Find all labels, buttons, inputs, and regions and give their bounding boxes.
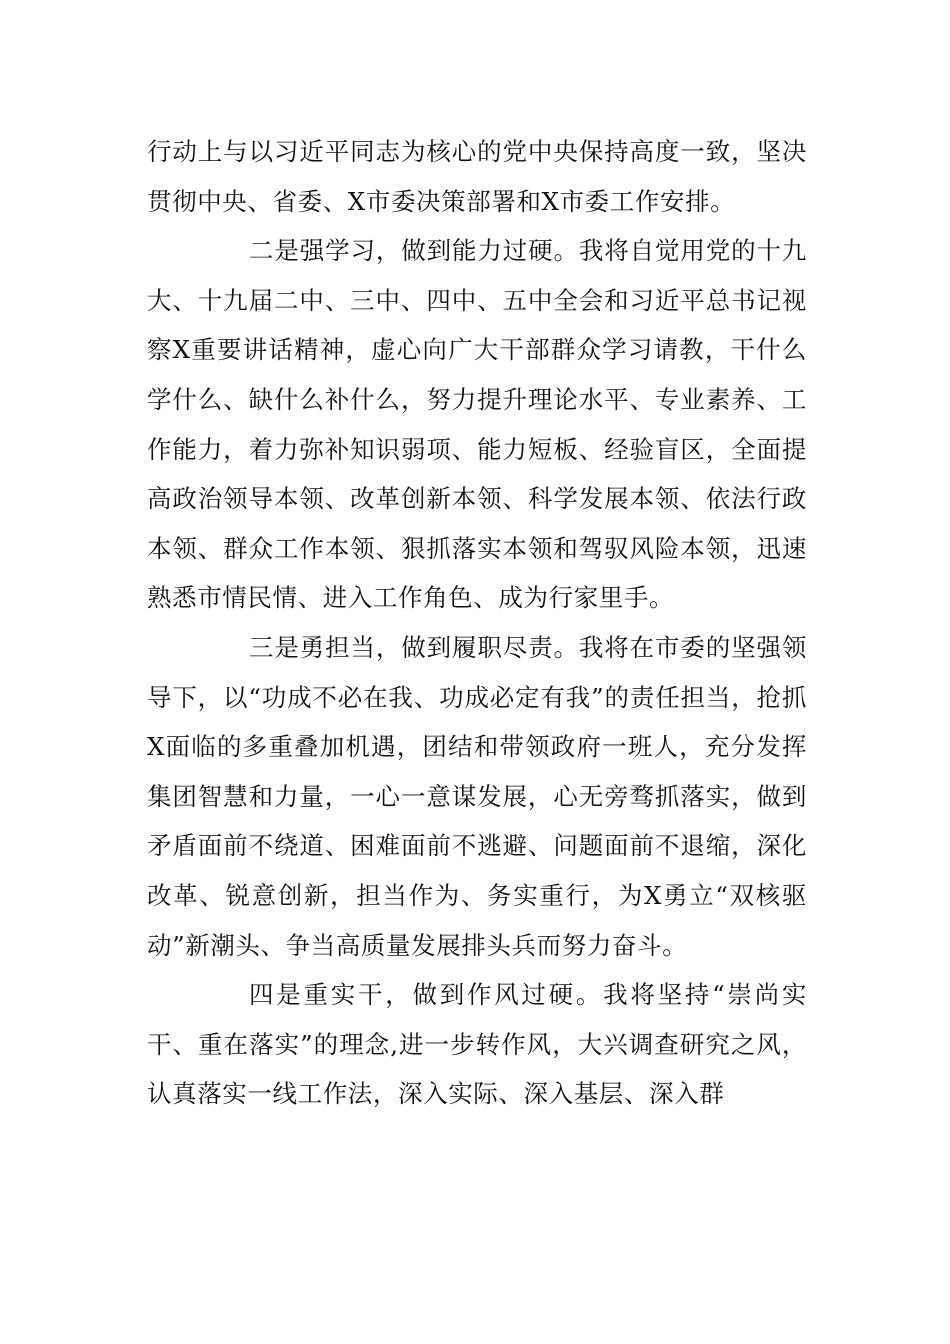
- document-body: [147, 127, 807, 1119]
- paragraph-study: 二是强学习，做到能力过硬。我将自觉用党的十九大、十九届二中、三中、四中、五中全会和习近平总书记视察X重要讲话精神，虚心向广大干部群众学习请教，干什么学什么、缺什么补什么，努力提升理论水平、专业素养、工作能力，着力弥补知识弱项、能力短板、经验盲区，全面提高政治领导本领、改革创新本领、科学发展本领、依法行政本领、群众工作本领、狠抓落实本领和驾驭风险本领，迅速熟悉市情民情、进入工作角色、成为行家里手。: [147, 236, 807, 613]
- paragraph-continuation: 行动上与以习近平同志为核心的党中央保持高度一致，坚决贯彻中央、省委、X市委决策部署和X市委工作安排。: [147, 137, 807, 216]
- paragraph-work-style: 四是重实干，做到作风过硬。我将坚持“崇尚实干、重在落实”的理念,进一步转作风，大兴调查研究之风，认真落实一线工作法，深入实际、深入基层、深入群: [147, 980, 807, 1109]
- paragraph-responsibility: 三是勇担当，做到履职尽责。我将在市委的坚强领导下，以“功成不必在我、功成必定有我”的责任担当，抢抓X面临的多重叠加机遇，团结和带领政府一班人，充分发挥集团智慧和力量，一心一意谋发展，心无旁骛抓落实，做到矛盾面前不绕道、困难面前不逃避、问题面前不退缩，深化改革、锐意创新，担当作为、务实重行，为X勇立“双核驱动”新潮头、争当高质量发展排头兵而努力奋斗。: [147, 632, 807, 960]
